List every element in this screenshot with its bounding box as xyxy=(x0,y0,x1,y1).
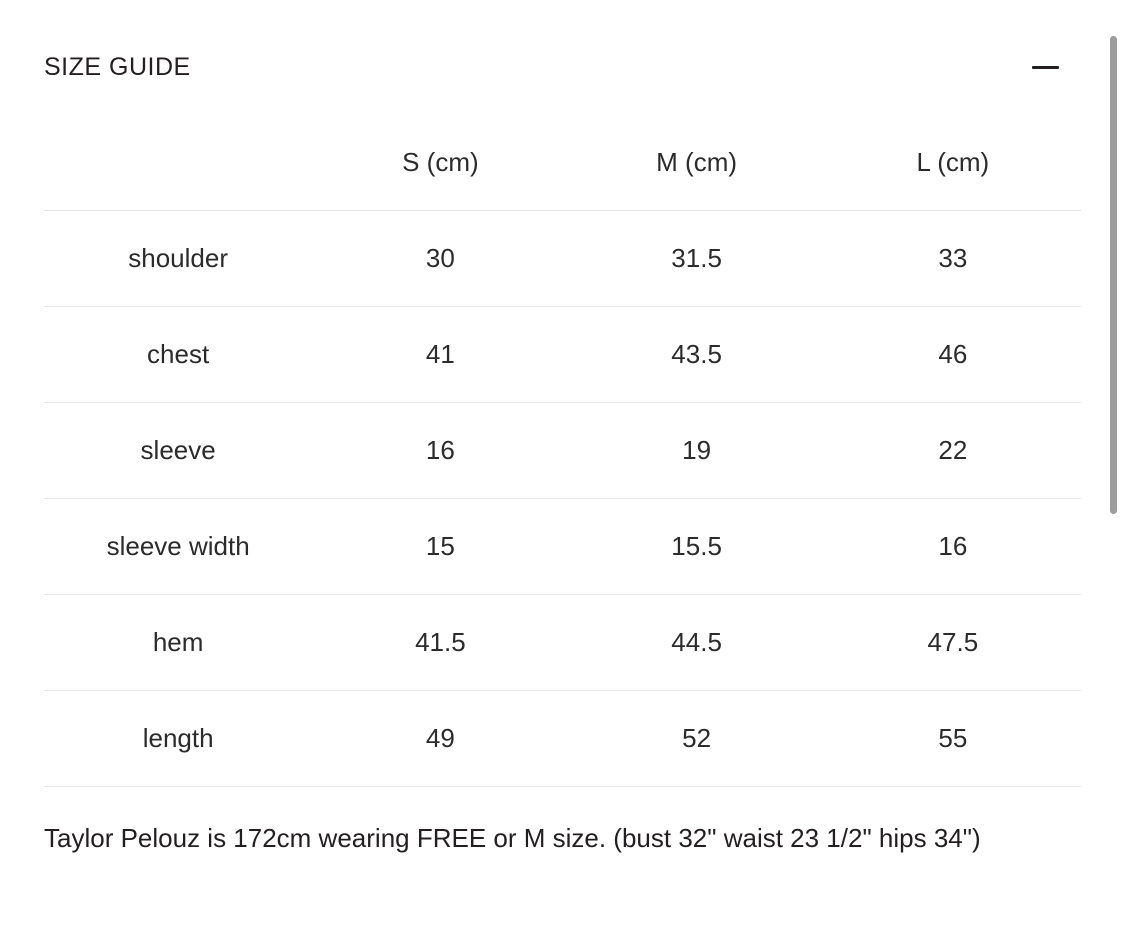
table-row xyxy=(44,691,1081,787)
cell-s: 41.5 xyxy=(312,595,568,691)
table-row xyxy=(44,499,1081,595)
table-header xyxy=(44,114,1081,211)
vertical-scrollbar[interactable] xyxy=(1110,36,1117,896)
size-guide-header xyxy=(44,0,1081,108)
row-label: length xyxy=(44,691,312,787)
cell-m: 31.5 xyxy=(568,211,824,307)
cell-s: 16 xyxy=(312,403,568,499)
table-header-row xyxy=(44,114,1081,211)
table-row xyxy=(44,307,1081,403)
row-label: sleeve xyxy=(44,403,312,499)
page-title: SIZE GUIDE xyxy=(44,52,191,81)
cell-s: 15 xyxy=(312,499,568,595)
model-size-note: Taylor Pelouz is 172cm wearing FREE or M size. (bust 32" waist 23 1/2" hips 34") xyxy=(44,823,981,853)
cell-s: 41 xyxy=(312,307,568,403)
table-row xyxy=(44,595,1081,691)
cell-l: 33 xyxy=(825,211,1081,307)
cell-s: 30 xyxy=(312,211,568,307)
cell-l: 22 xyxy=(825,403,1081,499)
row-label: chest xyxy=(44,307,312,403)
column-header-l: L (cm) xyxy=(825,114,1081,211)
cell-l: 55 xyxy=(825,691,1081,787)
cell-m: 15.5 xyxy=(568,499,824,595)
cell-l: 47.5 xyxy=(825,595,1081,691)
cell-l: 16 xyxy=(825,499,1081,595)
cell-l: 46 xyxy=(825,307,1081,403)
cell-m: 19 xyxy=(568,403,824,499)
size-guide-table xyxy=(44,114,1081,787)
table-row xyxy=(44,211,1081,307)
row-label: hem xyxy=(44,595,312,691)
cell-m: 44.5 xyxy=(568,595,824,691)
column-header-m: M (cm) xyxy=(568,114,824,211)
table-body xyxy=(44,211,1081,787)
row-label: sleeve width xyxy=(44,499,312,595)
scrollbar-thumb[interactable] xyxy=(1110,36,1117,514)
minus-icon[interactable] xyxy=(1025,47,1065,87)
cell-m: 43.5 xyxy=(568,307,824,403)
cell-m: 52 xyxy=(568,691,824,787)
table-row xyxy=(44,403,1081,499)
cell-s: 49 xyxy=(312,691,568,787)
row-label: shoulder xyxy=(44,211,312,307)
column-header-measurement xyxy=(44,114,312,211)
column-header-s: S (cm) xyxy=(312,114,568,211)
minus-icon-bar xyxy=(1032,66,1059,69)
